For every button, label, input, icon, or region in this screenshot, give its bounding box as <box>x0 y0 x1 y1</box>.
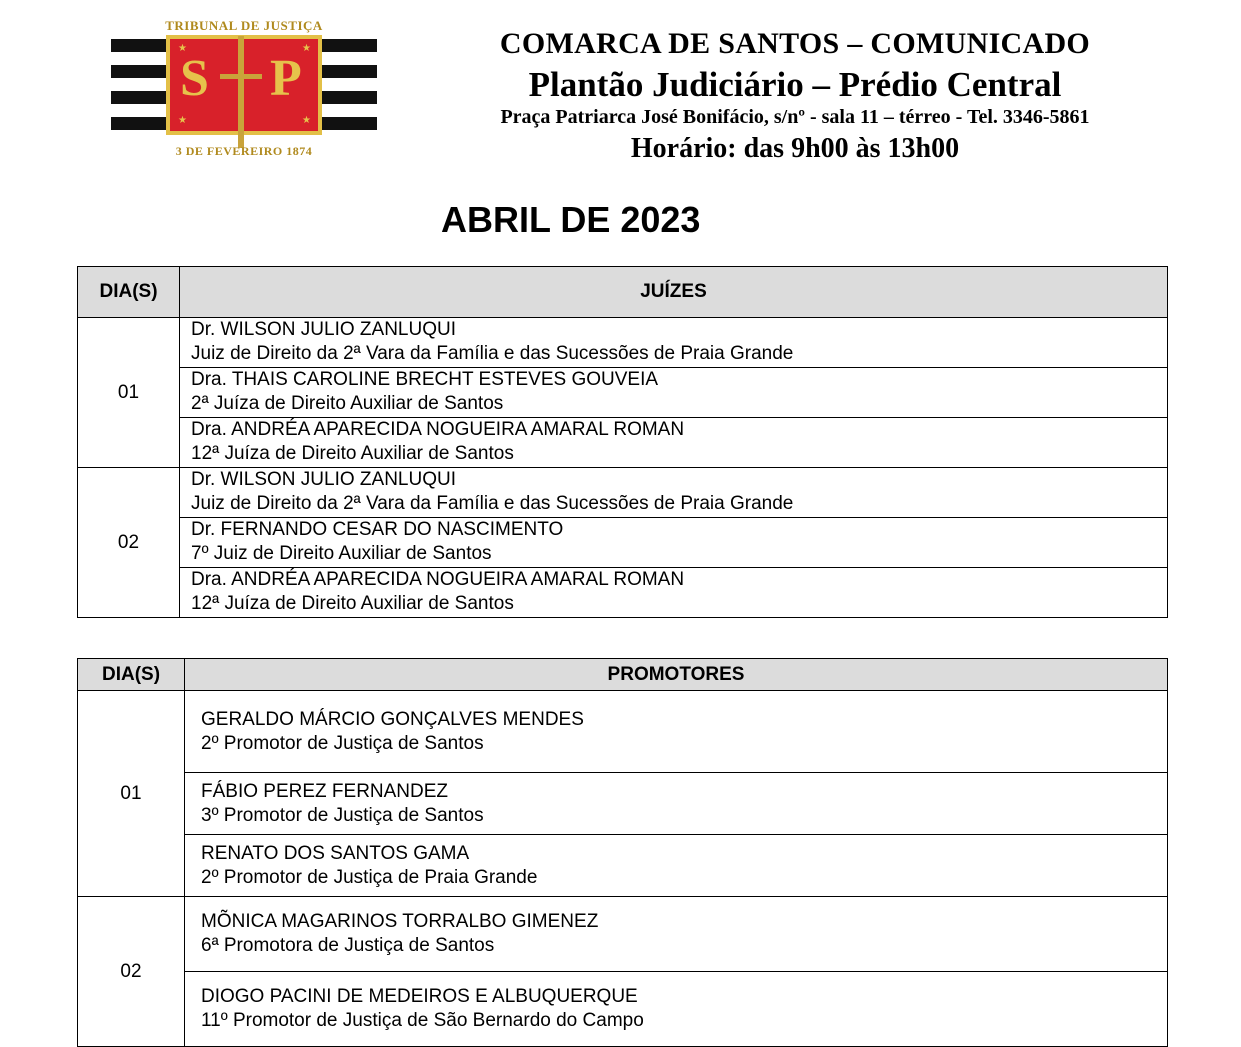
person-name: Dra. THAIS CAROLINE BRECHT ESTEVES GOUVEIA <box>191 369 659 390</box>
person-cell <box>180 568 1168 618</box>
tjsp-logo <box>108 16 380 161</box>
person-name: Dr. WILSON JULIO ZANLUQUI <box>191 469 456 490</box>
person-role: 12ª Juíza de Direito Auxiliar de Santos <box>191 443 514 464</box>
judges-col-day: DIA(S) <box>78 267 180 318</box>
table-row <box>78 518 1168 568</box>
person-cell <box>180 318 1168 368</box>
judges-col-people: JUÍZES <box>180 267 1168 318</box>
person-cell <box>180 518 1168 568</box>
logo-sword-icon <box>238 36 244 148</box>
table-row <box>78 897 1168 972</box>
person-cell <box>180 418 1168 468</box>
person-name: DIOGO PACINI DE MEDEIROS E ALBUQUERQUE <box>201 986 638 1007</box>
person-name: Dra. ANDRÉA APARECIDA NOGUEIRA AMARAL ROMAN <box>191 419 685 440</box>
person-name: RENATO DOS SANTOS GAMA <box>201 842 470 864</box>
person-cell <box>185 972 1168 1047</box>
person-name: Dr. FERNANDO CESAR DO NASCIMENTO <box>191 519 564 540</box>
table-row <box>78 835 1168 897</box>
person-name: GERALDO MÁRCIO GONÇALVES MENDES <box>201 708 584 730</box>
header-line-1: COMARCA DE SANTOS – COMUNICADO <box>499 27 1091 60</box>
header-line-2: Plantão Judiciário – Prédio Central <box>528 65 1062 104</box>
prosecutors-col-day: DIA(S) <box>78 659 185 691</box>
prosecutors-col-people: PROMOTORES <box>185 659 1168 691</box>
day-cell: 01 <box>78 691 185 897</box>
month-title: ABRIL DE 2023 <box>441 199 701 240</box>
person-role: 11º Promotor de Justiça de São Bernardo do Campo <box>201 1010 644 1031</box>
person-role: 12ª Juíza de Direito Auxiliar de Santos <box>191 593 514 614</box>
person-cell <box>185 773 1168 835</box>
table-row <box>78 773 1168 835</box>
logo-scales-icon <box>220 74 262 79</box>
day-cell: 02 <box>78 468 180 618</box>
table-row <box>78 568 1168 618</box>
logo-shield: S P ★ ★ ★ ★ <box>166 35 322 135</box>
logo-bottom-text: 3 DE FEVEREIRO 1874 <box>175 144 313 158</box>
logo-letter-p: P <box>270 50 302 107</box>
person-role: 3º Promotor de Justiça de Santos <box>201 804 484 826</box>
prosecutors-table <box>77 658 1168 1047</box>
header-line-3: Praça Patriarca José Bonifácio, s/nº - sala 11 – térreo - Tel. 3346-5861 <box>500 106 1090 128</box>
table-row <box>78 468 1168 518</box>
person-role: 2º Promotor de Justiça de Praia Grande <box>201 866 538 888</box>
table-row <box>78 972 1168 1047</box>
person-name: MÕNICA MAGARINOS TORRALBO GIMENEZ <box>201 911 599 932</box>
table-row <box>78 318 1168 368</box>
person-role: Juiz de Direito da 2ª Vara da Família e das Sucessões de Praia Grande <box>191 493 794 514</box>
person-name: Dr. WILSON JULIO ZANLUQUI <box>191 319 456 340</box>
header-line-4: Horário: das 9h00 às 13h00 <box>630 133 960 164</box>
person-role: 2ª Juíza de Direito Auxiliar de Santos <box>191 393 504 414</box>
table-row <box>78 691 1168 773</box>
person-name: Dra. ANDRÉA APARECIDA NOGUEIRA AMARAL ROMAN <box>191 569 685 590</box>
table-row <box>78 418 1168 468</box>
person-role: 7º Juiz de Direito Auxiliar de Santos <box>191 543 492 564</box>
person-cell <box>185 897 1168 972</box>
logo-top-text: TRIBUNAL DE JUSTIÇA <box>165 18 323 33</box>
person-cell <box>185 691 1168 773</box>
person-name: FÁBIO PEREZ FERNANDEZ <box>201 780 449 802</box>
logo-letter-s: S <box>180 50 209 107</box>
person-cell <box>180 368 1168 418</box>
table-row <box>78 368 1168 418</box>
person-role: 6ª Promotora de Justiça de Santos <box>201 935 495 956</box>
person-cell <box>185 835 1168 897</box>
day-cell: 01 <box>78 318 180 468</box>
judges-table <box>77 266 1168 618</box>
person-role: 2º Promotor de Justiça de Santos <box>201 732 484 754</box>
person-cell <box>180 468 1168 518</box>
person-role: Juiz de Direito da 2ª Vara da Família e das Sucessões de Praia Grande <box>191 343 794 364</box>
day-cell: 02 <box>78 897 185 1047</box>
